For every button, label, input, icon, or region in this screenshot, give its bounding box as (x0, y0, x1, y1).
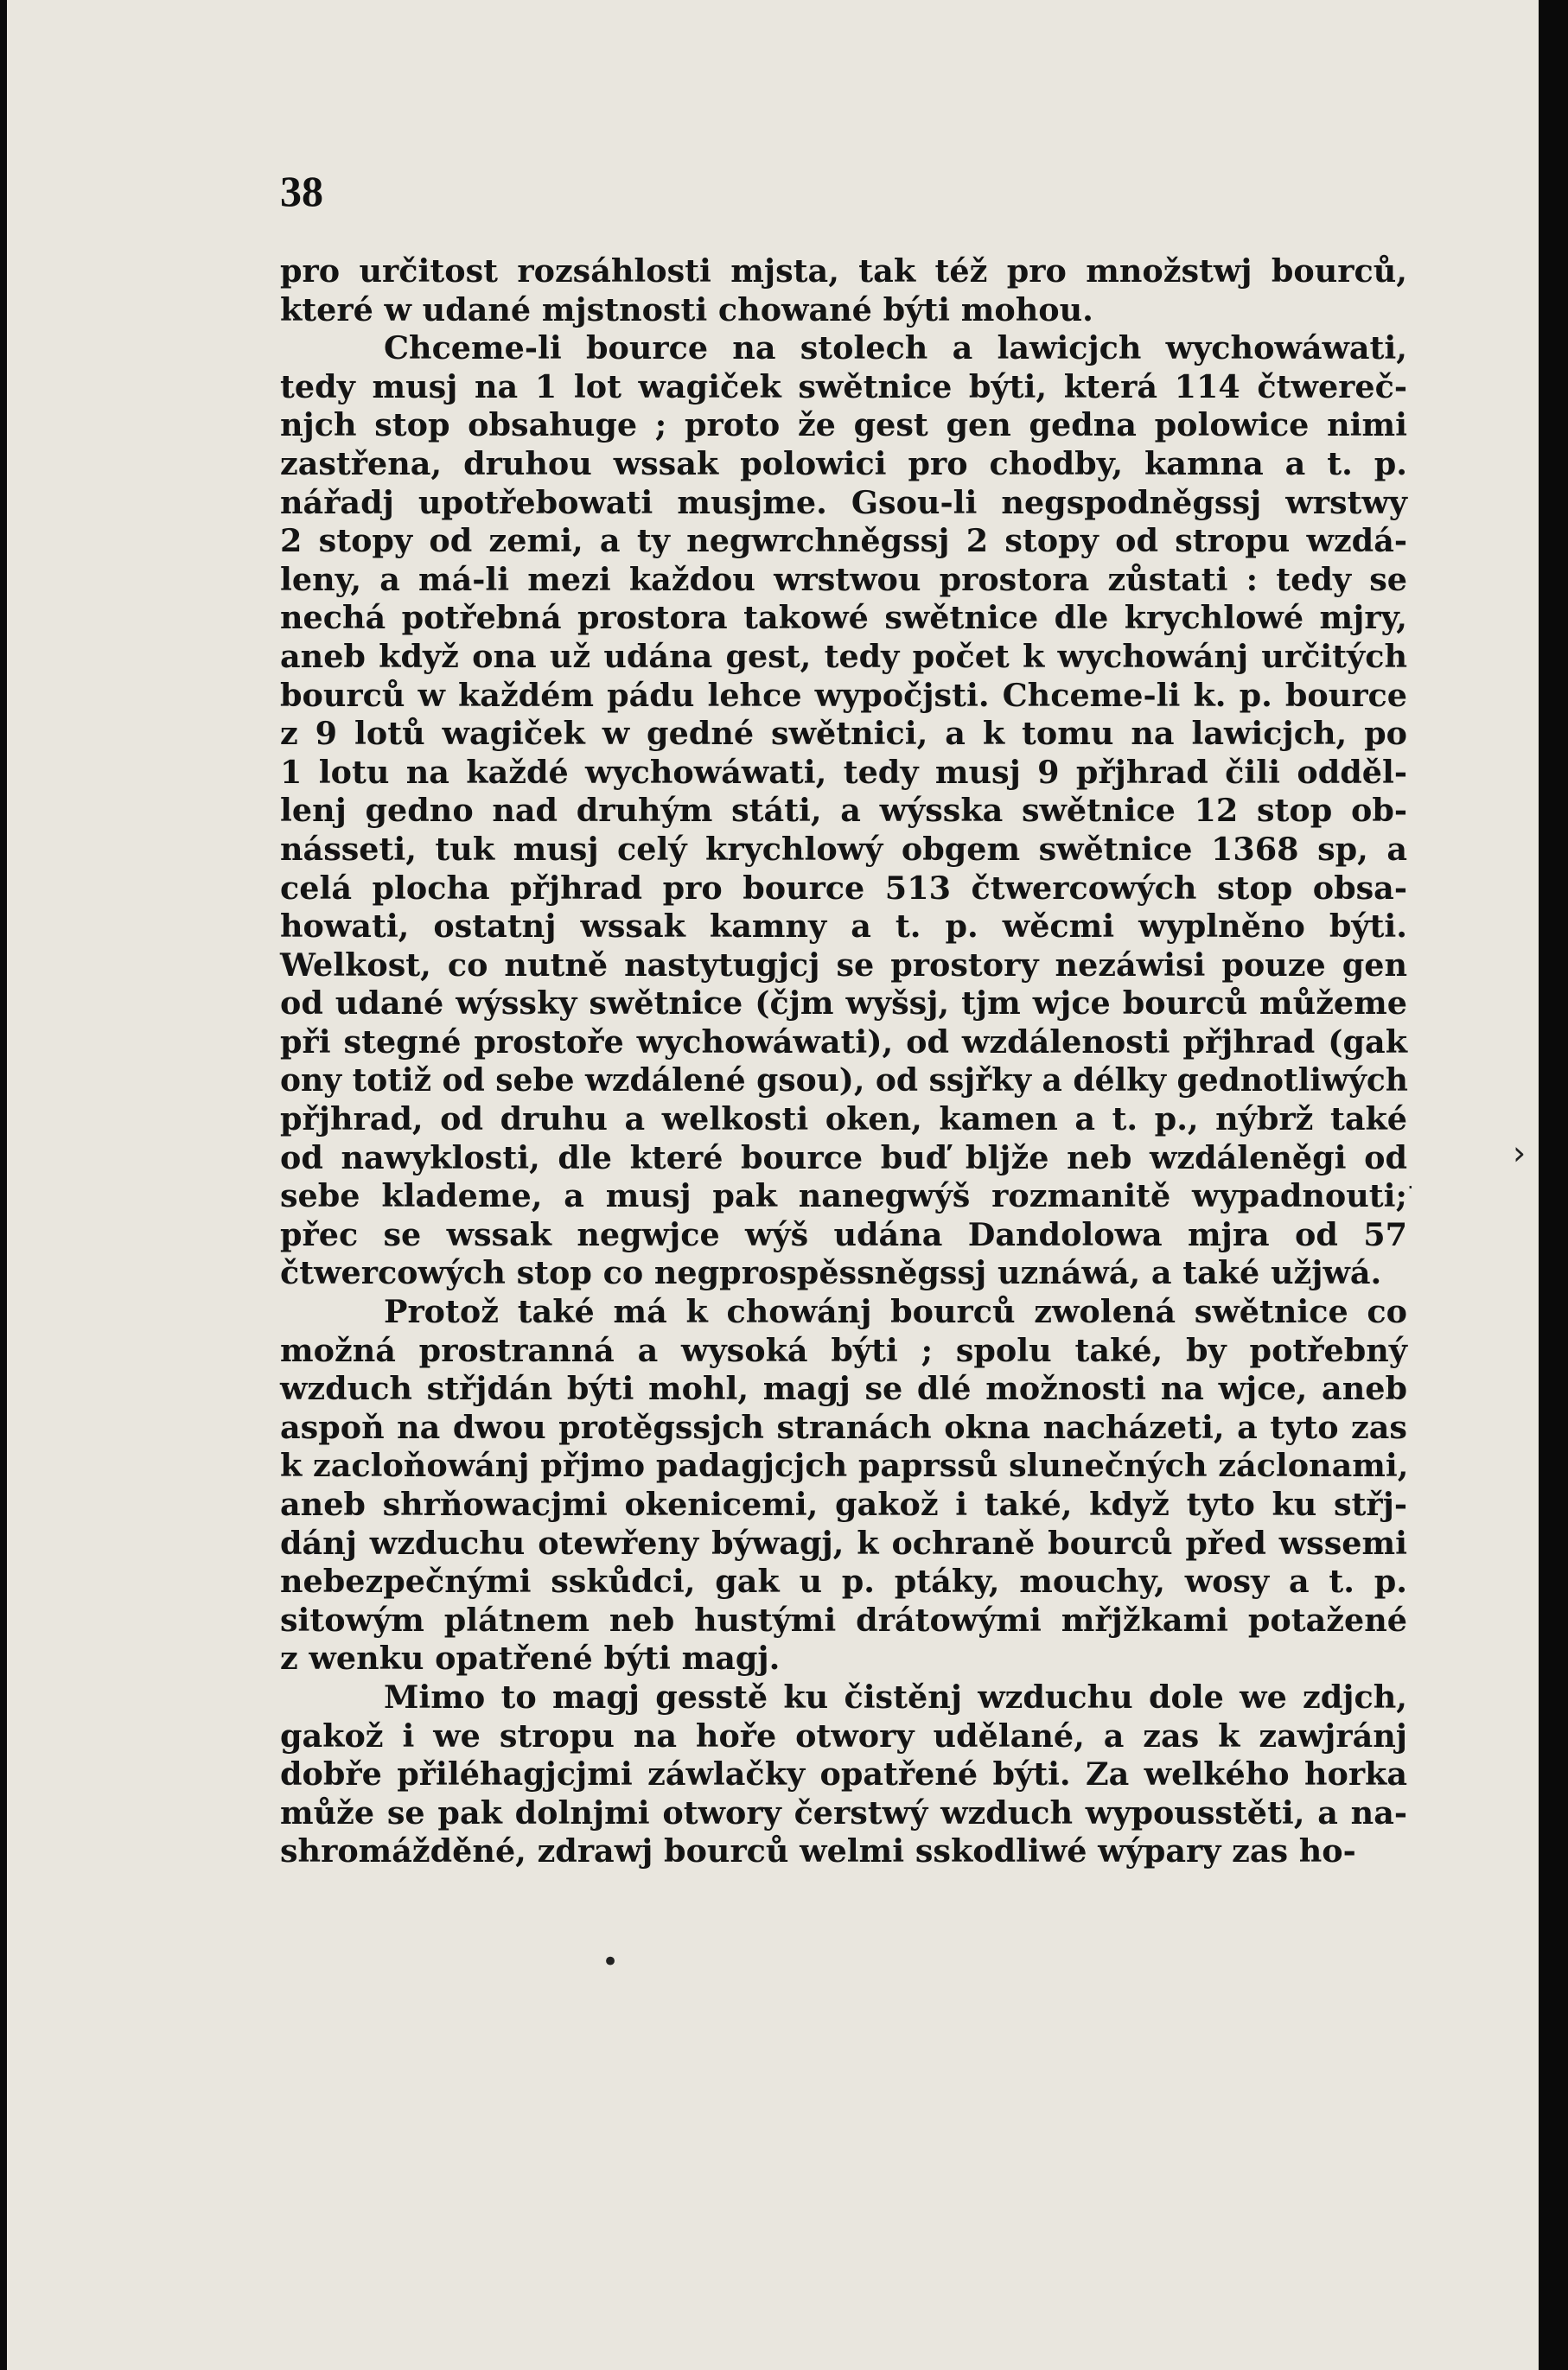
book-page (7, 0, 1539, 2370)
text-line: od nawyklosti, dle které bource buď bljže neb wzdáleněgi od (280, 1138, 1407, 1176)
text-line: shromážděné, zdrawj bourců welmi sskodliwé wýpary zas ho- (280, 1832, 1356, 1870)
body-text (280, 252, 1407, 1871)
text-line: které w udané mjstnosti chowané býti mohou. (280, 290, 1093, 328)
text-line: násseti, tuk musj celý krychlowý obgem swětnice 1368 sp, a (280, 830, 1407, 868)
text-line: bourců w každém pádu lehce wypočjsti. Chceme-li k. p. bource (280, 676, 1407, 714)
text-line: z wenku opatřené býti magj. (280, 1640, 781, 1678)
text-line: k zacloňowánj přjmo padagjcjch paprssů slunečných záclonami, (280, 1447, 1409, 1485)
text-line: možná prostranná a wysoká býti ; spolu také, by potřebný (280, 1331, 1407, 1369)
text-line: nebezpečnými sskůdci, gak u p. ptáky, mouchy, wosy a t. p. (280, 1563, 1407, 1601)
text-line: Mimo to magj gesstě ku čistěnj wzduchu dole we zdjch, (384, 1678, 1407, 1716)
page-number: 38 (280, 167, 323, 215)
ink-spot-icon: • (602, 1945, 620, 1979)
text-line: aneb když ona už udána gest, tedy počet k wychowánj určitých (280, 637, 1407, 675)
text-line: 1 lotu na každé wychowáwati, tedy musj 9 přjhrad čili odděl- (280, 753, 1407, 791)
text-line: od udané wýssky swětnice (čjm wyšsj, tjm wjce bourců můžeme (280, 984, 1407, 1023)
text-line: 2 stopy od zemi, a ty negwrchněgssj 2 stopy od stropu wzdá- (280, 522, 1407, 560)
text-line: dobře přiléhagjcjmi záwlačky opatřené býti. Za welkého horka (280, 1755, 1407, 1793)
text-line: sitowým plátnem neb hustými drátowými mřjžkami potažené (280, 1601, 1407, 1639)
text-line: howati, ostatnj wssak kamny a t. p. wěcmi wyplněno býti. (280, 908, 1407, 946)
text-line: celá plocha přjhrad pro bource 513 čtwercowých stop obsa- (280, 869, 1407, 907)
text-line: wzduch střjdán býti mohl, magj se dlé možnosti na wjce, aneb (280, 1370, 1407, 1408)
speck-icon: · (1407, 1175, 1414, 1200)
text-line: nechá potřebná prostora takowé swětnice dle krychlowé mjry, (280, 599, 1407, 637)
text-line: zastřena, druhou wssak polowici pro chodby, kamna a t. p. (280, 444, 1407, 482)
text-line: Welkost, co nutně nastytugjcj se prostory nezáwisi pouze gen (280, 946, 1407, 984)
text-line: Chceme-li bource na stolech a lawicjch wychowáwati, (384, 329, 1407, 367)
text-line: přec se wssak negwjce wýš udána Dandolowa mjra od 57 (280, 1215, 1407, 1253)
text-line: z 9 lotů wagiček w gedné swětnici, a k tomu na lawicjch, po (280, 715, 1407, 753)
text-line: aneb shrňowacjmi okenicemi, gakož i také, když tyto ku střj- (280, 1486, 1407, 1523)
text-line: sebe klademe, a musj pak nanegwýš rozmanitě wypadnouti; (280, 1177, 1407, 1215)
text-line: aspoň na dwou protěgssjch stranách okna nacházeti, a tyto zas (280, 1408, 1407, 1446)
text-line: ony totiž od sebe wzdálené gsou), od ssjřky a délky gednotliwých (280, 1062, 1408, 1099)
text-line: leny, a má-li mezi každou wrstwou prostora zůstati : tedy se (280, 560, 1407, 598)
text-line: pro určitost rozsáhlosti mjsta, tak též pro množstwj bourců, (280, 252, 1407, 290)
margin-mark-icon: › (1513, 1134, 1527, 1172)
text-line: při stegné prostoře wychowáwati), od wzdálenosti přjhrad (gak (280, 1023, 1407, 1061)
text-line: lenj gedno nad druhým státi, a wýsska swětnice 12 stop ob- (280, 792, 1407, 830)
text-line: Protož také má k chowánj bourců zwolená swětnice co (384, 1293, 1407, 1331)
text-line: tedy musj na 1 lot wagiček swětnice býti, která 114 čtwereč- (280, 367, 1407, 405)
text-line: může se pak dolnjmi otwory čerstwý wzduch wypousstěti, a na- (280, 1793, 1407, 1832)
text-line: čtwercowých stop co negprospěssněgssj uznáwá, a také užjwá. (280, 1254, 1382, 1292)
text-line: dánj wzduchu otewřeny býwagj, k ochraně bourců před wssemi (280, 1524, 1407, 1562)
text-line: gakož i we stropu na hoře otwory udělané, a zas k zawjránj (280, 1717, 1407, 1755)
text-line: přjhrad, od druhu a welkosti oken, kamen a t. p., nýbrž také (280, 1100, 1407, 1138)
text-line: njch stop obsahuge ; proto že gest gen gedna polowice nimi (280, 406, 1407, 444)
text-line: nářadj upotřebowati musjme. Gsou-li negspodněgssj wrstwy (280, 483, 1407, 521)
